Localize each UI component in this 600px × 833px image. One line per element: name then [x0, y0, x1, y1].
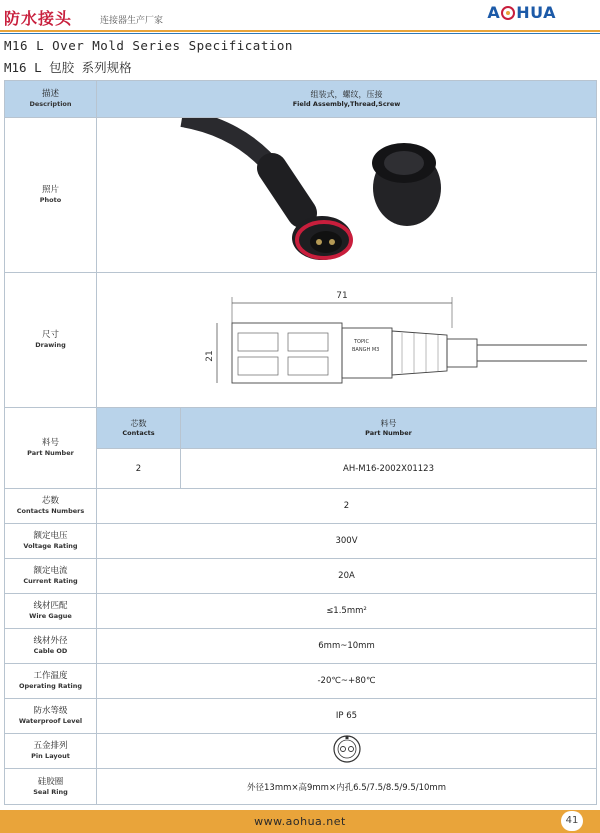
label-voltage: 额定电压 Voltage Rating: [5, 524, 97, 559]
dimension-drawing: [97, 273, 597, 408]
row-drawing: [5, 273, 597, 408]
spec-title-en: M16 L Over Mold Series Specification: [4, 38, 293, 53]
row-voltage: [5, 524, 597, 559]
connector-drawing-image: [102, 273, 592, 403]
header-title: 防水接头: [4, 9, 73, 28]
value-voltage: 300V: [97, 524, 597, 559]
row-waterproof: [5, 699, 597, 734]
spec-table: [4, 80, 597, 805]
value-seal: 外径13mm×高9mm×内孔6.5/7.5/8.5/9.5/10mm: [97, 769, 597, 805]
col-contacts-header: 芯数 Contacts: [97, 408, 181, 449]
row-pin: [5, 734, 597, 769]
label-drawing: 尺寸 Drawing: [5, 273, 97, 408]
drawing-label-2: BANGH M3: [351, 347, 379, 353]
row-photo: [5, 118, 597, 273]
row-current: [5, 559, 597, 594]
label-waterproof: 防水等级 Waterproof Level: [5, 699, 97, 734]
value-temp: -20℃~+80℃: [97, 664, 597, 699]
contacts-value: 2: [97, 449, 181, 489]
header-divider: [0, 30, 600, 32]
row-seal: [5, 769, 597, 805]
dim-length-label: 71: [335, 291, 348, 301]
row-contacts-numbers: [5, 489, 597, 524]
row-cable: [5, 629, 597, 664]
header-subtitle: 连接器生产厂家: [100, 16, 164, 26]
footer-url[interactable]: www.aohua.net: [254, 815, 346, 828]
value-description: 组装式，螺纹，压接 Field Assembly,Thread,Screw: [97, 81, 597, 118]
value-wire: ≤1.5mm²: [97, 594, 597, 629]
label-part-number: 料号 Part Number: [5, 408, 97, 489]
value-waterproof: IP 65: [97, 699, 597, 734]
pin-layout-icon: [332, 734, 362, 764]
row-description: [5, 81, 597, 118]
page-header: [0, 0, 600, 32]
row-temp: [5, 664, 597, 699]
product-photo: [97, 118, 597, 273]
label-temp: 工作温度 Operating Rating: [5, 664, 97, 699]
page-footer: [0, 810, 600, 833]
row-part-number-header: [5, 408, 597, 449]
drawing-label-1: TOPIC: [353, 339, 369, 345]
label-cable: 线材外径 Cable OD: [5, 629, 97, 664]
value-contacts-numbers: 2: [97, 489, 597, 524]
value-current: 20A: [97, 559, 597, 594]
label-contacts-numbers: 芯数 Contacts Numbers: [5, 489, 97, 524]
connector-photo-image: [102, 118, 592, 268]
logo-o-icon: [501, 6, 515, 20]
label-seal: 硅胶圈 Seal Ring: [5, 769, 97, 805]
value-pin: [97, 734, 597, 769]
brand-logo: A HUA: [487, 3, 556, 22]
page-number: 41: [561, 811, 583, 831]
part-number-value: AH-M16-2002X01123: [181, 449, 597, 489]
dim-height-label: 21: [204, 350, 215, 362]
row-wire: [5, 594, 597, 629]
label-pin: 五金排列 Pin Layout: [5, 734, 97, 769]
spec-title-zh: M16 L 包胶 系列规格: [4, 60, 132, 75]
label-photo: 照片 Photo: [5, 118, 97, 273]
label-wire: 线材匹配 Wire Gague: [5, 594, 97, 629]
label-description: 描述 Description: [5, 81, 97, 118]
label-current: 额定电流 Current Rating: [5, 559, 97, 594]
col-part-header: 料号 Part Number: [181, 408, 597, 449]
header-divider-blue: [0, 33, 600, 34]
value-cable: 6mm~10mm: [97, 629, 597, 664]
